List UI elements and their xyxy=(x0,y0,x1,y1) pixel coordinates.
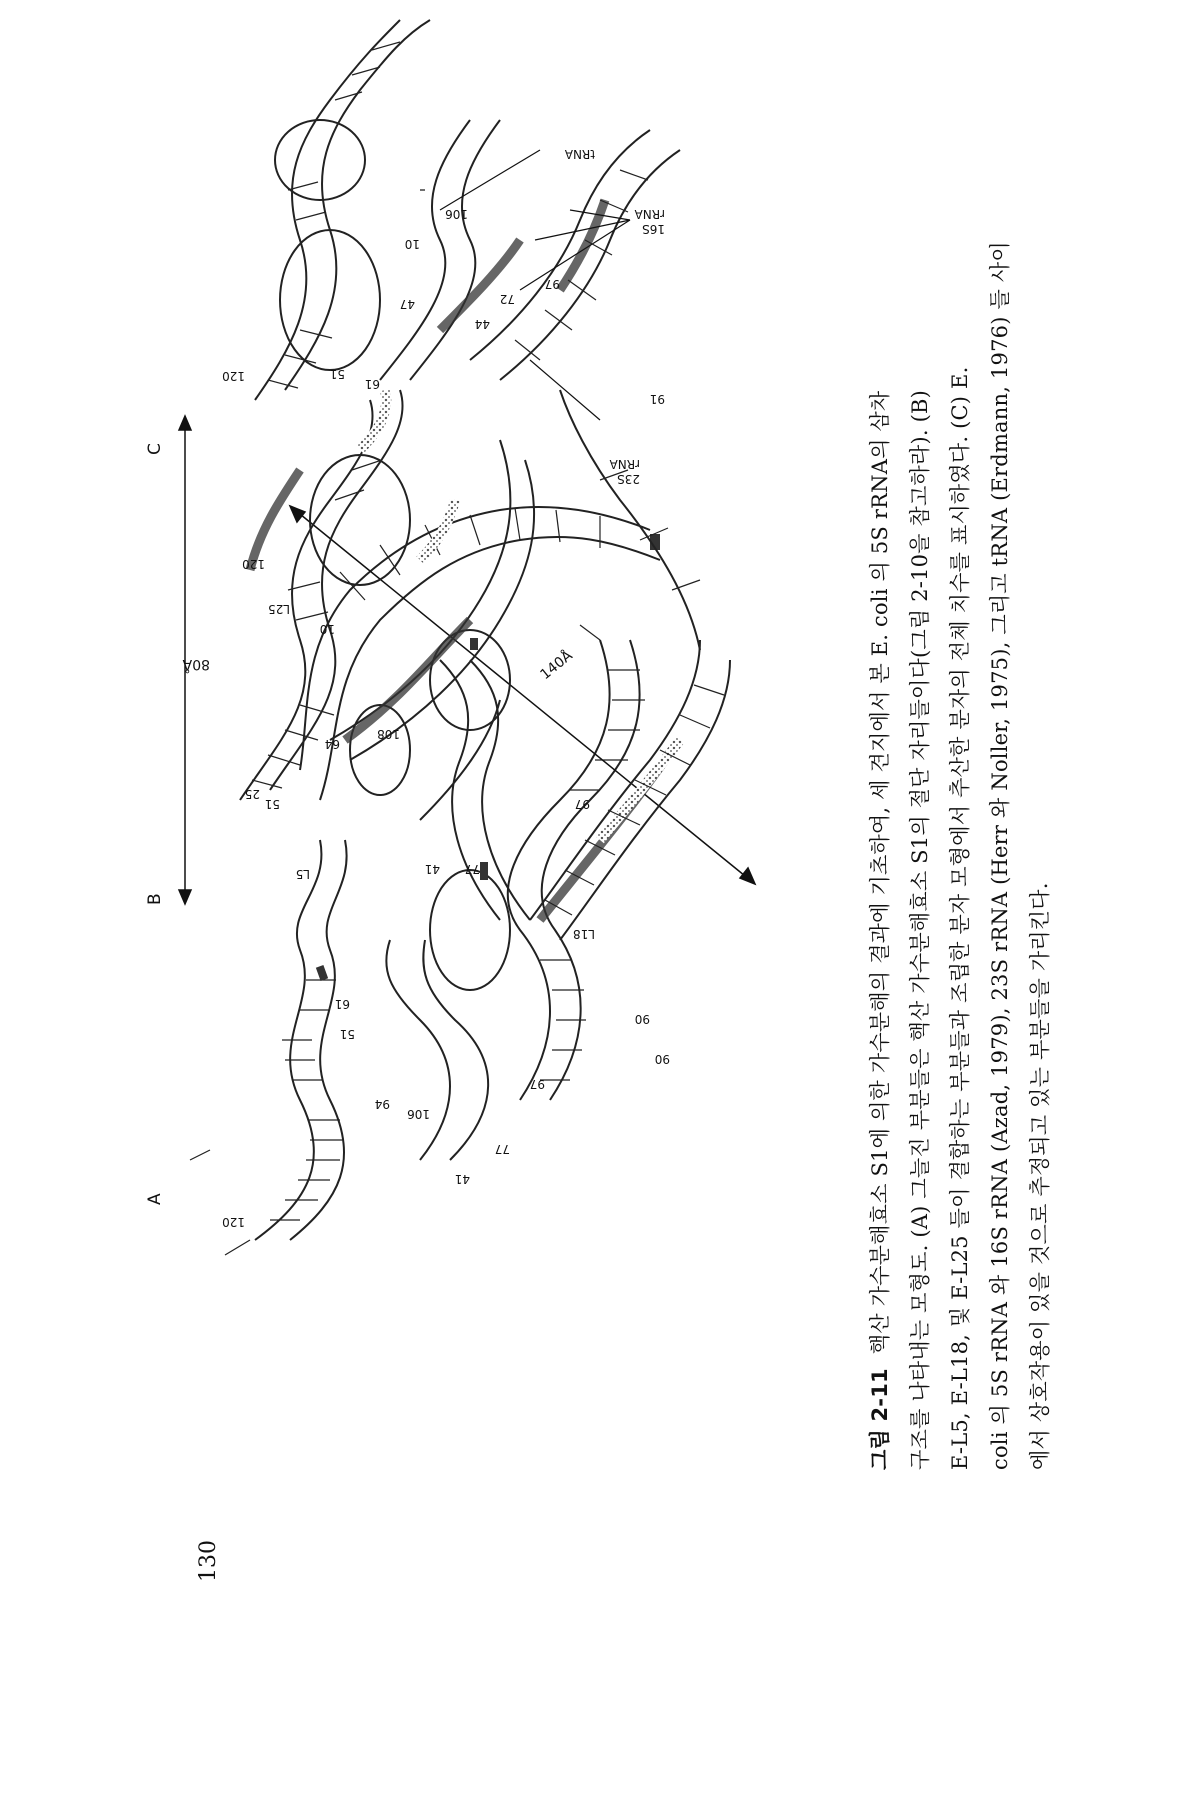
panel-b-residue: 108 xyxy=(377,727,400,741)
panel-a-strand-8 xyxy=(470,660,530,920)
panel-c-23s-label-2: rRNA xyxy=(609,457,640,471)
figure-caption xyxy=(860,220,1060,1470)
panel-b-residue: 77 xyxy=(464,862,480,876)
scale-140-label: 140Å xyxy=(537,647,576,684)
panel-b-residue: 41 xyxy=(424,862,440,876)
panel-c-shaded-1 xyxy=(440,240,520,330)
panel-c-residue: 72 xyxy=(499,292,515,306)
panel-c-strand-5 xyxy=(470,130,650,360)
scale-80-arrow-end xyxy=(179,416,191,430)
page-number: 130 xyxy=(196,1540,221,1582)
panel-b-residue: 51 xyxy=(264,797,280,811)
panel-c-pointer-trna xyxy=(440,150,540,210)
panel-a-letter: A xyxy=(145,1193,165,1205)
panel-a-strand-6 xyxy=(542,640,640,1100)
panel-c-strand-1 xyxy=(255,20,400,400)
panel-c-diagram xyxy=(145,20,680,486)
panel-b-letter: B xyxy=(145,893,165,905)
panel-a-diagram xyxy=(145,507,670,1255)
panel-c-trna-label: tRNA xyxy=(564,147,595,161)
caption-line: 구조를 나타내는 모형도. (A) 그늘진 부분들은 핵산 가수분해효소 S1의 절단 자리들이다(그림 2-10을 참고하라). (B) xyxy=(908,389,932,1470)
panel-b-residue: 25 xyxy=(244,787,260,801)
scale-80-arrow-start xyxy=(179,890,191,904)
panel-a-strand-4 xyxy=(423,940,488,1160)
panel-c-residue: 61 xyxy=(364,377,380,391)
panel-c-16s-label: 16S xyxy=(642,222,665,236)
panel-b-strand-3 xyxy=(330,440,510,740)
panel-b-diagram xyxy=(145,390,755,1026)
panel-c-strand-4 xyxy=(410,120,500,380)
panel-c-residue: 51 xyxy=(329,367,345,381)
panel-c-strand-6 xyxy=(500,150,680,380)
panel-c-loop-2 xyxy=(275,120,365,200)
panel-b-strand-6 xyxy=(530,640,700,920)
caption-line: E-L5, E-L18, 및 E-L25 들이 결합하는 부분들과 조립한 분자 모형에서 추산한 분자의 전체 치수를 표시하였다. (C) E. xyxy=(948,366,972,1470)
caption-text: 핵산 가수분해효소 S1에 의한 가수분해의 결과에 기초하여, 세 견지에서 본 E. coli 의 5S rRNA의 삼차 xyxy=(868,390,892,1355)
panel-c-residue: 120 xyxy=(222,369,245,383)
panel-c-strand-3 xyxy=(380,120,470,380)
panel-b-residue: 120 xyxy=(242,557,265,571)
caption-line: coli 의 5S rRNA 와 16S rRNA (Azad, 1979), 23S rRNA (Herr 와 Noller, 1975), 그리고 tRNA (Erdmann, 1976) 들 사이 xyxy=(988,241,1012,1470)
panel-a-residue: 90 xyxy=(654,1052,670,1066)
panel-a-strand-3 xyxy=(386,940,450,1160)
panel-c-pointer-23s xyxy=(530,360,600,420)
panel-b-residue: L25 xyxy=(268,602,290,616)
panel-c-residue: 91 xyxy=(649,392,665,406)
panel-b-residue: L18 xyxy=(573,927,595,941)
panel-c-letter: C xyxy=(145,443,165,455)
panel-a-residue: 97 xyxy=(529,1077,545,1091)
panel-a-residue: 120 xyxy=(222,1215,245,1229)
panel-b-strand-8 xyxy=(560,390,700,650)
panel-b-residue: L5 xyxy=(295,867,310,881)
panel-c-23s-label: 23S xyxy=(617,472,640,486)
panel-c-residue: 44 xyxy=(474,317,490,331)
panel-a-residue: 94 xyxy=(374,1097,390,1111)
panel-b-loop xyxy=(310,455,410,585)
panel-a-loop xyxy=(430,870,510,990)
panel-a-residue: 61 xyxy=(334,997,350,1011)
panel-c-16s-label-2: rRNA xyxy=(634,207,665,221)
panel-b-residue: 97 xyxy=(574,797,590,811)
panel-c-residue: 10 xyxy=(404,237,420,251)
panel-c-residue: 106 xyxy=(445,207,468,221)
scale-140-line xyxy=(295,510,750,880)
caption-figure-label: 그림 2-11 xyxy=(868,1368,892,1470)
scale-140-arrow-start xyxy=(740,868,755,884)
panel-c-loop xyxy=(280,230,380,370)
panel-b-residue: 64 xyxy=(324,737,340,751)
panel-b-residue: 10 xyxy=(319,622,335,636)
panel-a-residue: 41 xyxy=(454,1172,470,1186)
panel-a-residue: 106 xyxy=(407,1107,430,1121)
panel-c-residue: 97 xyxy=(544,277,560,291)
panel-c-residue: 47 xyxy=(399,297,415,311)
panel-a-strand-5 xyxy=(508,640,610,1100)
panel-a-residue: 51 xyxy=(339,1027,355,1041)
scale-80-label: 80Å xyxy=(182,656,210,672)
caption-line xyxy=(860,220,900,1470)
panel-c-strand-2 xyxy=(285,20,430,390)
panel-b-strand-1 xyxy=(240,400,373,800)
panel-b-residue: 90 xyxy=(634,1012,650,1026)
panel-c-pointer-16s-2 xyxy=(535,220,630,240)
panel-b-shaded-l25 xyxy=(250,470,300,570)
scale-140-arrow-end xyxy=(290,506,305,522)
caption-line: 에서 상호작용이 있을 것으로 추정되고 있는 부분들을 가리킨다. xyxy=(1028,882,1052,1470)
panel-a-loop-2 xyxy=(350,705,410,795)
panel-a-residue: 77 xyxy=(494,1142,510,1156)
